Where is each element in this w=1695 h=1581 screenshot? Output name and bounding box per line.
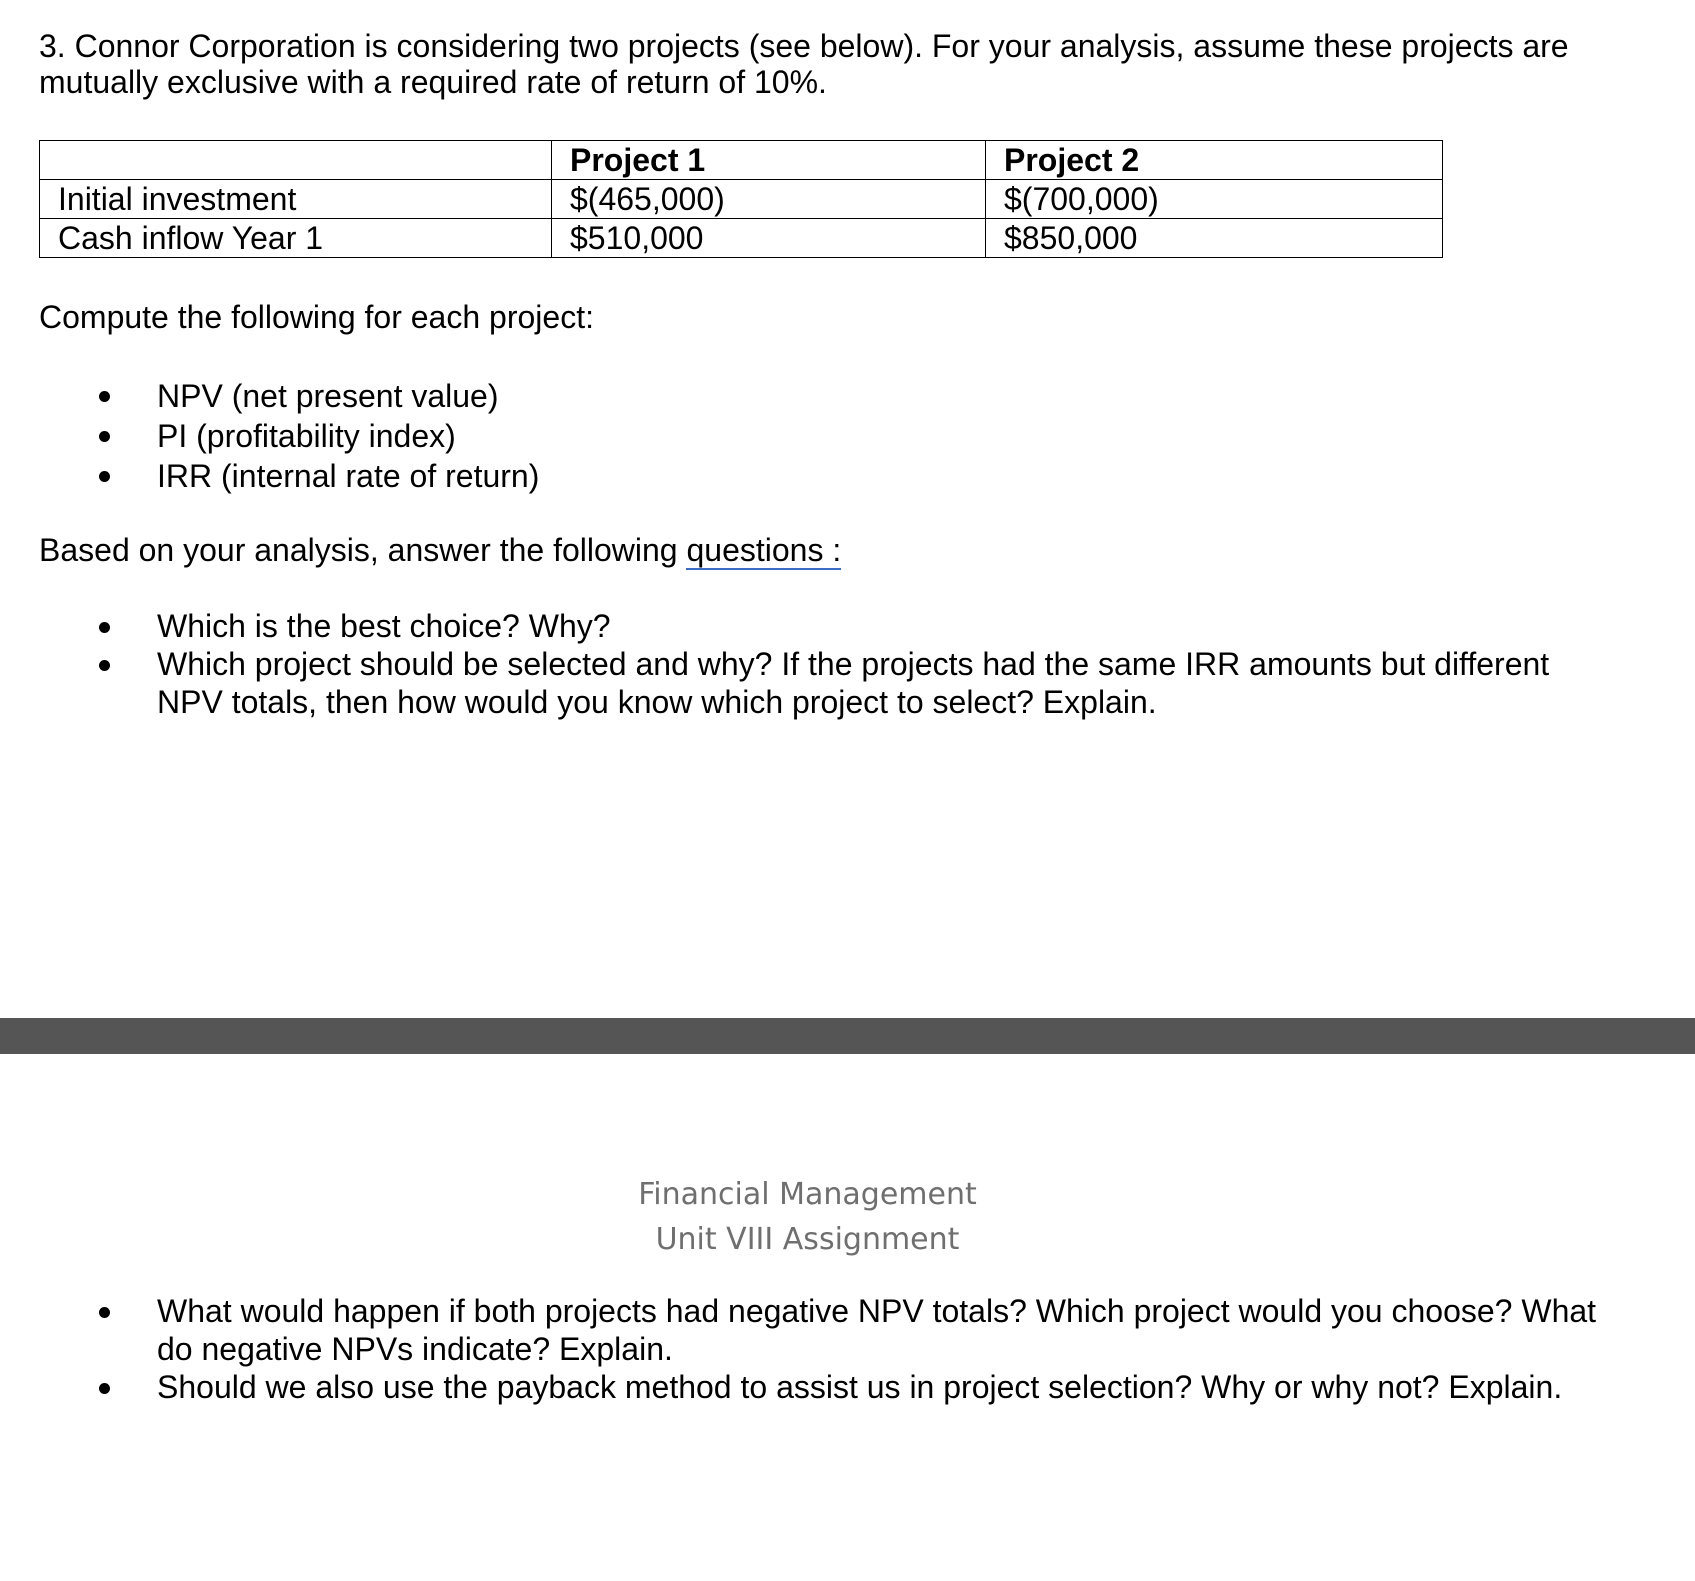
list-item [0,456,539,496]
table-header-empty [40,141,552,180]
compute-heading: Compute the following for each project: [39,299,594,335]
table-row [40,219,1443,258]
bullet-icon [99,1383,110,1394]
bullet-icon [99,471,110,482]
questions-heading-text: Based on your analysis, answer the following [39,532,687,568]
compute-list [0,376,539,496]
list-item-text: NPV (net present value) [157,378,499,414]
projects-table [39,140,1443,258]
list-item-text: Should we also use the payback method to assist us in project selection? Why or why not? Explain. [157,1369,1563,1405]
list-item [0,416,539,456]
questions-list-page-2 [0,1292,1600,1406]
list-item-text: PI (profitability index) [157,418,456,454]
list-item [0,607,1560,645]
list-item-text: IRR (internal rate of return) [157,458,540,494]
questions-list-page-1 [0,607,1560,721]
bullet-icon [99,622,110,633]
table-header-project-1: Project 1 [552,141,986,180]
page-header [0,1172,1615,1262]
page-break-bar [0,1018,1695,1054]
project-1-initial-investment: $(465,000) [552,180,986,219]
project-1-cash-inflow: $510,000 [552,219,986,258]
list-item-text: What would happen if both projects had negative NPV totals? Which project would you choose? What do negative NPVs indicate? Explain. [157,1293,1597,1367]
list-item-text: Which project should be selected and why? If the projects had the same IRR amounts but different NPV totals, then how would you know which project to select? Explain. [157,646,1550,720]
list-item-text: Which is the best choice? Why? [157,608,611,644]
project-2-initial-investment: $(700,000) [986,180,1443,219]
bullet-icon [99,391,110,402]
header-course-title: Financial Management [638,1177,977,1212]
list-item [0,1292,1600,1368]
header-unit-title: Unit VIII Assignment [655,1222,960,1257]
row-label-initial-investment: Initial investment [40,180,552,219]
bullet-icon [99,431,110,442]
bullet-icon [99,1307,110,1318]
question-intro: 3. Connor Corporation is considering two projects (see below). For your analysis, assume these projects are mutually exclusive with a required rate of return of 10%. [39,28,1569,100]
table-header-row [40,141,1443,180]
table-row [40,180,1443,219]
bullet-icon [99,660,110,671]
questions-heading [39,532,841,568]
table-header-project-2: Project 2 [986,141,1443,180]
list-item [0,645,1560,721]
list-item [0,376,539,416]
list-item [0,1368,1600,1406]
questions-link[interactable]: questions : [686,532,842,568]
row-label-cash-inflow: Cash inflow Year 1 [40,219,552,258]
project-2-cash-inflow: $850,000 [986,219,1443,258]
